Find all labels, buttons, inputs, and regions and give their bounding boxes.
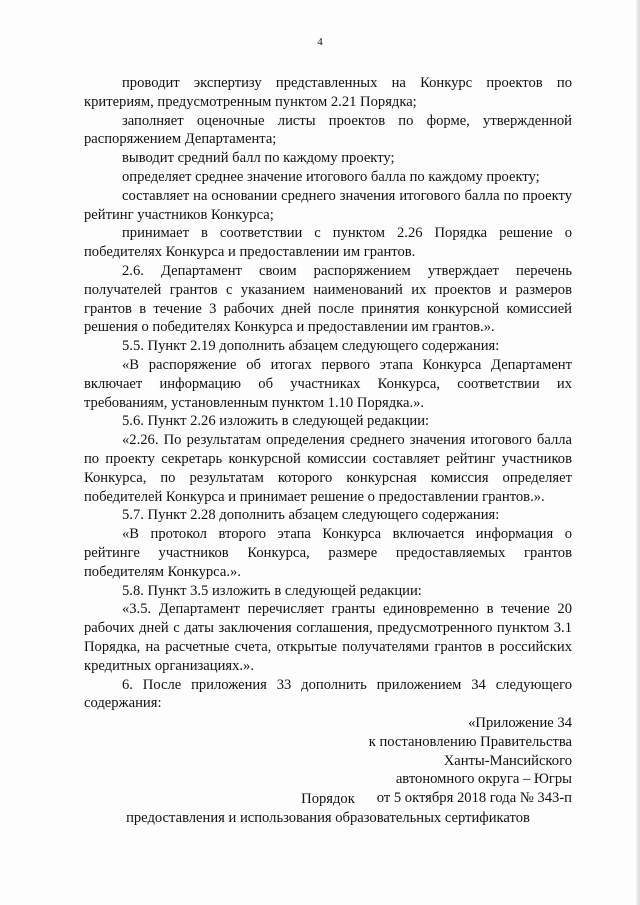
paragraph: «3.5. Департамент перечисляет гранты единовременно в течение 20 рабочих дней с даты заключения соглашения, предусмотренного пунктом 3.1 Порядка, на расчетные счета, открытые получателями грантов в российских кредитных организациях.». xyxy=(84,601,572,674)
document-body xyxy=(84,74,572,713)
paragraph: 5.6. Пункт 2.26 изложить в следующей редакции: xyxy=(122,413,430,430)
paragraph: заполняет оценочные листы проектов по форме, утвержденной распоряжением Департамента; xyxy=(84,112,572,148)
appendix-line: от 5 октября 2018 года № 343-п xyxy=(376,790,572,807)
paragraph: проводит экспертизу представленных на Конкурс проектов по критериям, предусмотренным пунктом 2.21 Порядка; xyxy=(84,75,572,110)
section-subtitle: предоставления и использования образовательных сертификатов xyxy=(126,809,530,826)
paragraph: «2.26. По результатам определения среднего значения итогового балла по проекту секретарь конкурсной комиссии составляет рейтинг участников Конкурса, по результатам которого конкурсная комиссия определяет победителей Конкурса и принимает решение о предоставлении грантов.». xyxy=(84,432,572,505)
appendix-line: Ханты-Мансийского xyxy=(443,752,572,769)
paragraph: принимает в соответствии с пунктом 2.26 Порядка решение о победителях Конкурса и предоставлении им грантов. xyxy=(84,225,572,261)
paragraph: «В протокол второго этапа Конкурса включается информация о рейтинге участников Конкурса, размере предоставляемых грантов победителям Конкурса.». xyxy=(84,526,572,580)
paragraph: 6. После приложения 33 дополнить приложением 34 следующего содержания: xyxy=(84,676,572,712)
paragraph: 5.7. Пункт 2.28 дополнить абзацем следующего содержания: xyxy=(122,507,500,524)
appendix-line: автономного округа – Югры xyxy=(395,771,572,788)
paragraph: выводит средний балл по каждому проекту; xyxy=(122,150,395,167)
paragraph: 2.6. Департамент своим распоряжением утверждает перечень получателей грантов с указанием наименований их проектов и размеров грантов в течение 3 рабочих дней после принятия конкурсной комиссией решения о победителях Конкурса и предоставлении им грантов.». xyxy=(84,262,572,336)
page-edge xyxy=(636,0,640,905)
section-title: Порядок xyxy=(301,791,355,807)
paragraph: «В распоряжение об итогах первого этапа Конкурса Департамент включает информацию об участниках Конкурса, соответствии их требованиям, установленным пунктом 1.10 Порядка.». xyxy=(84,356,572,411)
page-number: 4 xyxy=(317,36,323,48)
appendix-line: «Приложение 34 xyxy=(468,715,572,731)
paragraph: составляет на основании среднего значения итогового балла по проекту рейтинг участников Конкурса; xyxy=(84,187,572,223)
section-heading xyxy=(84,790,572,828)
paragraph: 5.5. Пункт 2.19 дополнить абзацем следующего содержания: xyxy=(122,338,500,355)
paragraph: определяет среднее значение итогового балла по каждому проекту; xyxy=(122,168,540,185)
appendix-line: к постановлению Правительства xyxy=(368,733,572,750)
paragraph: 5.8. Пункт 3.5 изложить в следующей редакции: xyxy=(122,582,422,599)
